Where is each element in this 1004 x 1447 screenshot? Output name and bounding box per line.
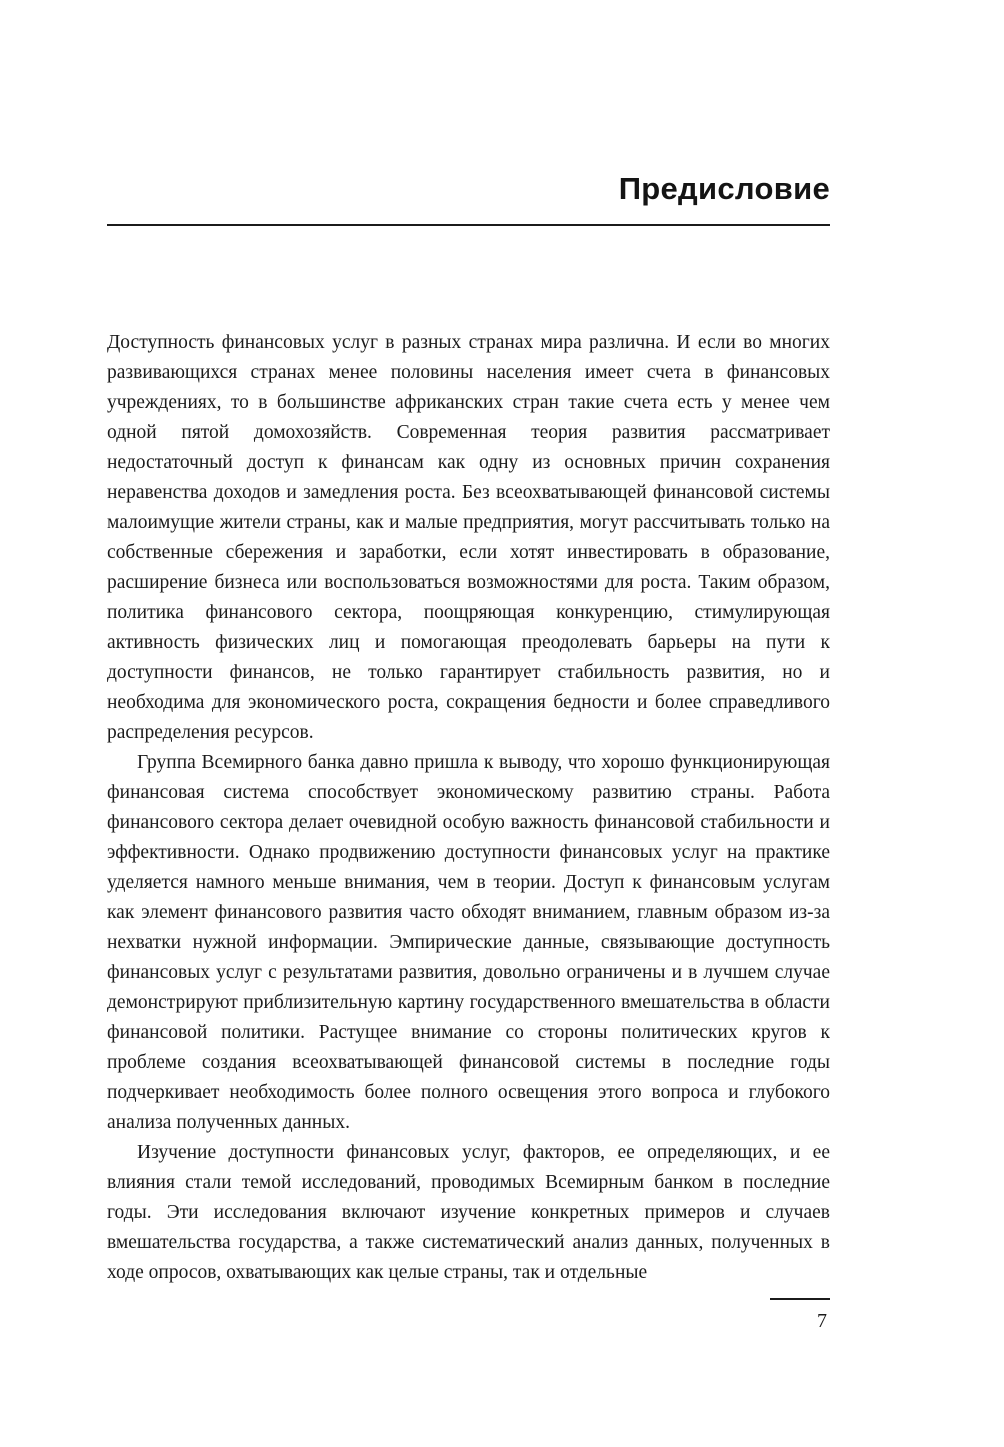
page-title: Предисловие: [618, 171, 830, 206]
page-number: 7: [817, 1310, 827, 1332]
body-paragraph: Изучение доступности финансовых услуг, факторов, ее определяющих, и ее влияния стали темой исследований, проводимых Всемирным банком в последние годы. Эти исследования включают изучение конкретных примеров и случаев вмешательства государства, а также систематический анализ данных, полученных в ходе опросов, охватывающих как целые страны, так и отдельные: [107, 1142, 830, 1283]
body-paragraph: Группа Всемирного банка давно пришла к выводу, что хорошо функционирующая финансовая система способствует экономическому развитию страны. Работа финансового сектора делает очевидной особую важность финансовой стабильности и эффективности. Однако продвижению доступности финансовых услуг на практике уделяется намного меньше внимания, чем в теории. Доступ к финансовым услугам как элемент финансового развития часто обходят вниманием, главным образом из-за нехватки нужной информации. Эмпирические данные, связывающие доступность финансовых услуг с результатами развития, довольно ограничены и в лучшем случае демонстрируют приблизительную картину государственного вмешательства в области финансовой политики. Растущее внимание со стороны политических кругов к проблеме создания всеохватывающей финансовой системы в последние годы подчеркивает необходимость более полного освещения этого вопроса и глубокого анализа полученных данных.: [107, 752, 830, 1133]
body-paragraph: Доступность финансовых услуг в разных странах мира различна. И если во многих развивающихся странах менее половины населения имеет счета в финансовых учреждениях, то в большинстве африканских стран такие счета есть у менее чем одной пятой домохозяйств. Современная теория развития рассматривает недостаточный доступ к финансам как одну из основных причин сохранения неравенства доходов и замедления роста. Без всеохватывающей финансовой системы малоимущие жители страны, как и малые предприятия, могут рассчитывать только на собственные сбережения и заработки, если хотят инвестировать в образование, расширение бизнеса или воспользоваться возможностями для роста. Таким образом, политика финансового сектора, поощряющая конкуренцию, стимулирующая активность физических лиц и помогающая преодолевать барьеры на пути к доступности финансов, не только гарантирует стабильность развития, но и необходима для экономического роста, сокращения бедности и более справедливого распределения ресурсов.: [107, 332, 830, 743]
body-text: [107, 328, 830, 1296]
title-rule: [107, 224, 830, 226]
footer-rule: [770, 1298, 830, 1300]
text-block: [107, 0, 830, 1296]
page-footer: [770, 1298, 830, 1333]
